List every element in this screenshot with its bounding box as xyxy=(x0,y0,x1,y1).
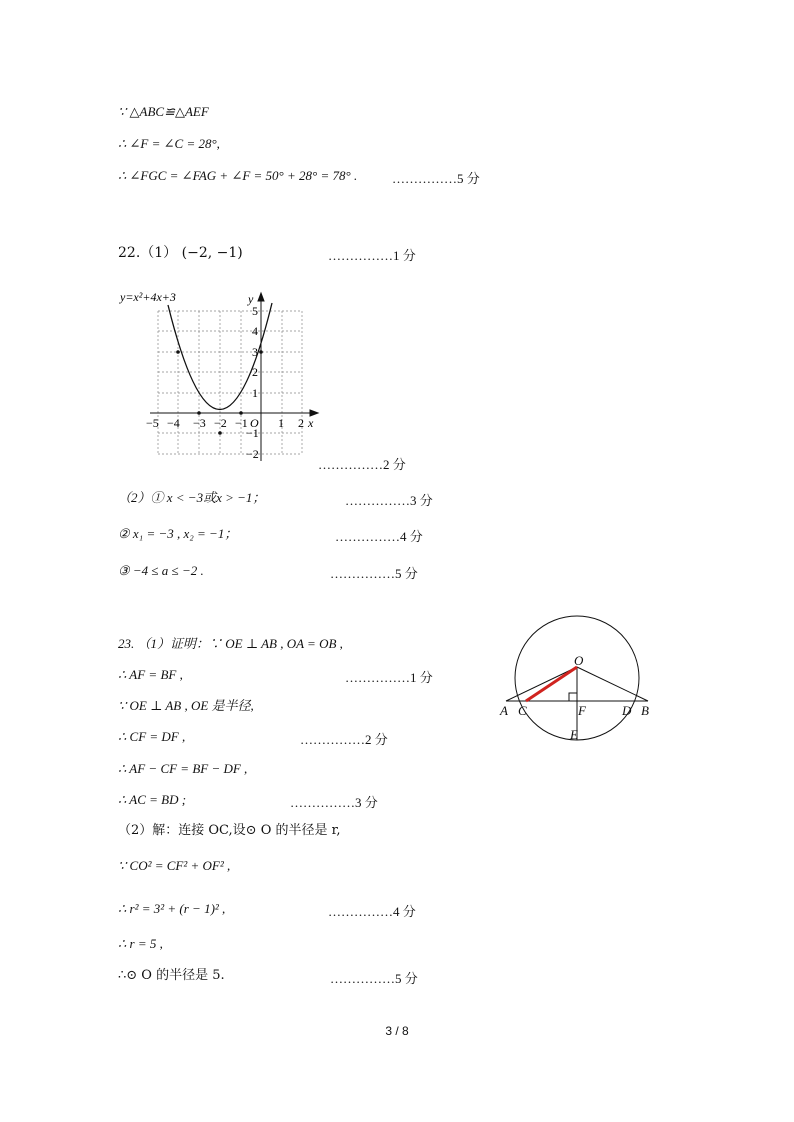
origin-label: O xyxy=(250,416,259,430)
point-label-b: B xyxy=(641,703,649,718)
score-3-a: ……………3 分 xyxy=(345,493,433,508)
y-tick: 3 xyxy=(252,345,258,359)
axis-x-label: x xyxy=(308,416,314,430)
text-line-angle-fgc: ∴ ∠FGC = ∠FAG + ∠F = 50° + 28° = 78° . xyxy=(118,168,358,183)
circle-figure xyxy=(496,615,656,745)
text-line-angle-f: ∴ ∠F = ∠C = 28°, xyxy=(118,136,220,151)
score-4-a: ……………4 分 xyxy=(335,529,423,544)
x-tick: −4 xyxy=(167,416,180,430)
q23-af-bf: ∴ AF = BF , xyxy=(118,667,183,682)
q23-subtract: ∴ AF − CF = BF − DF , xyxy=(118,761,248,776)
point-label-c: C xyxy=(518,703,527,718)
page-number: 3 / 8 xyxy=(385,1024,409,1038)
x-tick: 2 xyxy=(298,416,304,430)
y-tick: 4 xyxy=(252,324,258,338)
score-5-c: ……………5 分 xyxy=(330,971,418,986)
point-label-o: O xyxy=(574,653,584,668)
q22-answer-1: 22.（1） (−2, −1) xyxy=(118,245,243,261)
text-line-congruence: ∵ △ABC≌△AEF xyxy=(118,104,209,119)
point-label-d: D xyxy=(622,703,632,718)
score-5-a: ……………5 分 xyxy=(392,171,480,186)
q23-conclusion: ∴⊙ O 的半径是 5. xyxy=(118,968,225,983)
score-1-a: ……………1 分 xyxy=(328,248,416,263)
point-label-f: F xyxy=(578,703,586,718)
q22-part2-2: ② x₁ = −3 , x₂ = −1； xyxy=(118,526,238,541)
x-tick: −2 xyxy=(214,416,227,430)
point-label-e: E xyxy=(570,727,578,742)
q23-equation: ∴ r² = 3² + (r − 1)² , xyxy=(118,901,226,916)
x-tick: −5 xyxy=(146,416,159,430)
score-2-b: ……………2 分 xyxy=(300,732,388,747)
x-tick: 1 xyxy=(278,416,284,430)
q23-part2-header: （2）解：连接 OC,设⊙ O 的半径是 r, xyxy=(118,823,341,838)
q23-cf-df: ∴ CF = DF , xyxy=(118,729,186,744)
q23-header: 23. （1）证明：∵ OE ⊥ AB , OA = OB , xyxy=(118,636,343,651)
q22-part2-3: ③ −4 ≤ a ≤ −2 . xyxy=(118,563,204,578)
score-3-b: ……………3 分 xyxy=(290,795,378,810)
q23-oe-radius: ∵ OE ⊥ AB , OE 是半径, xyxy=(118,698,254,713)
q23-r-value: ∴ r = 5 , xyxy=(118,936,163,951)
y-tick: 2 xyxy=(252,365,258,379)
score-1-b: ……………1 分 xyxy=(345,670,433,685)
parabola-graph xyxy=(110,285,330,465)
axis-y-label: y xyxy=(248,292,254,306)
x-tick: −1 xyxy=(235,416,248,430)
q23-pythagoras: ∵ CO² = CF² + OF² , xyxy=(118,858,231,873)
function-label: y=x²+4x+3 xyxy=(120,290,176,304)
y-tick: −1 xyxy=(246,426,259,440)
score-4-b: ……………4 分 xyxy=(328,904,416,919)
x-tick: −3 xyxy=(193,416,206,430)
point-label-a: A xyxy=(500,703,508,718)
y-tick: 5 xyxy=(252,304,258,318)
score-2-a: ……………2 分 xyxy=(318,457,406,472)
q22-part2-1: （2）① x < −3或x > −1； xyxy=(118,490,266,505)
q23-ac-bd: ∴ AC = BD ; xyxy=(118,792,187,807)
y-tick: 1 xyxy=(252,386,258,400)
score-5-b: ……………5 分 xyxy=(330,566,418,581)
y-tick: −2 xyxy=(246,447,259,461)
